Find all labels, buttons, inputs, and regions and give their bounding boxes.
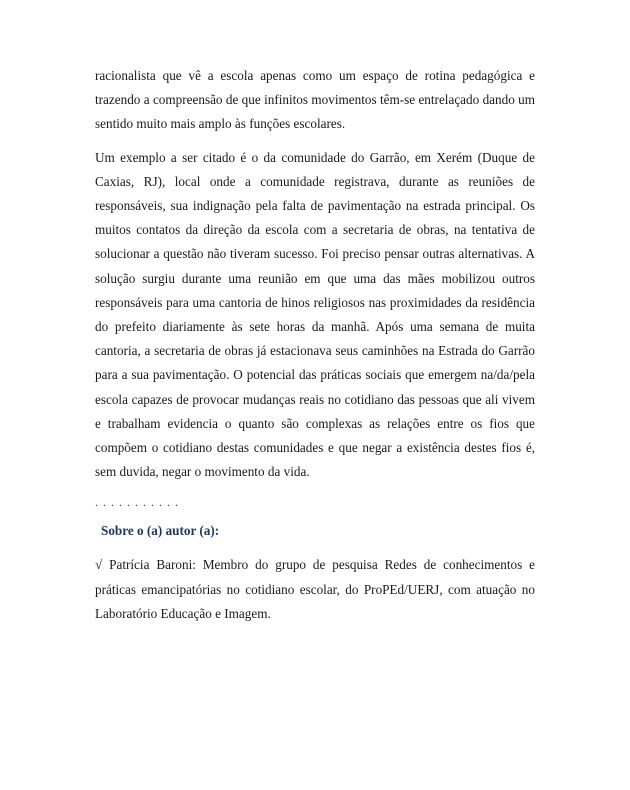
document-page <box>95 64 535 626</box>
paragraph-garrao-example: Um exemplo a ser citado é o da comunidade do Garrão, em Xerém (Duque de Caxias, RJ), local onde a comunidade registrava, durante as reuniões de responsáveis, sua indignação pela falta de pavimentação na estrada principal. Os muitos contatos da direção da escola com a secretaria de obras, na tentativa de solucionar a questão não tiveram sucesso. Foi preciso pensar outras alternativas. A solução surgiu durante uma reunião em que uma das mães mobilizou outros responsáveis para uma cantoria de hinos religiosos nas proximidades da residência do prefeito diariamente às sete horas da manhã. Após uma semana de muita cantoria, a secretaria de obras já estacionava seus caminhões na Estrada do Garrão para a sua pavimentação. O potencial das práticas sociais que emergem na/da/pela escola capazes de provocar mudanças reais no cotidiano das pessoas que ali vivem e trabalham evidencia o quanto são complexas as relações entre os fios que compõem o cotidiano destas comunidades e que negar a existência destes fios é, sem duvida, negar o movimento da vida. <box>95 149 535 480</box>
author-bio: √ Patrícia Baroni: Membro do grupo de pesquisa Redes de conhecimentos e práticas emancipatórias no cotidiano escolar, do ProPEd/UERJ, com atuação no Laboratório Educação e Imagem. <box>95 557 535 621</box>
paragraph-continuation: racionalista que vê a escola apenas como um espaço de rotina pedagógica e trazendo a compreensão de que infinitos movimentos têm-se entrelaçado dando um sentido muito mais amplo às funções escolares. <box>95 68 535 132</box>
section-separator: . . . . . . . . . . . <box>95 495 179 510</box>
author-section-heading: Sobre o (a) autor (a): <box>101 523 220 539</box>
